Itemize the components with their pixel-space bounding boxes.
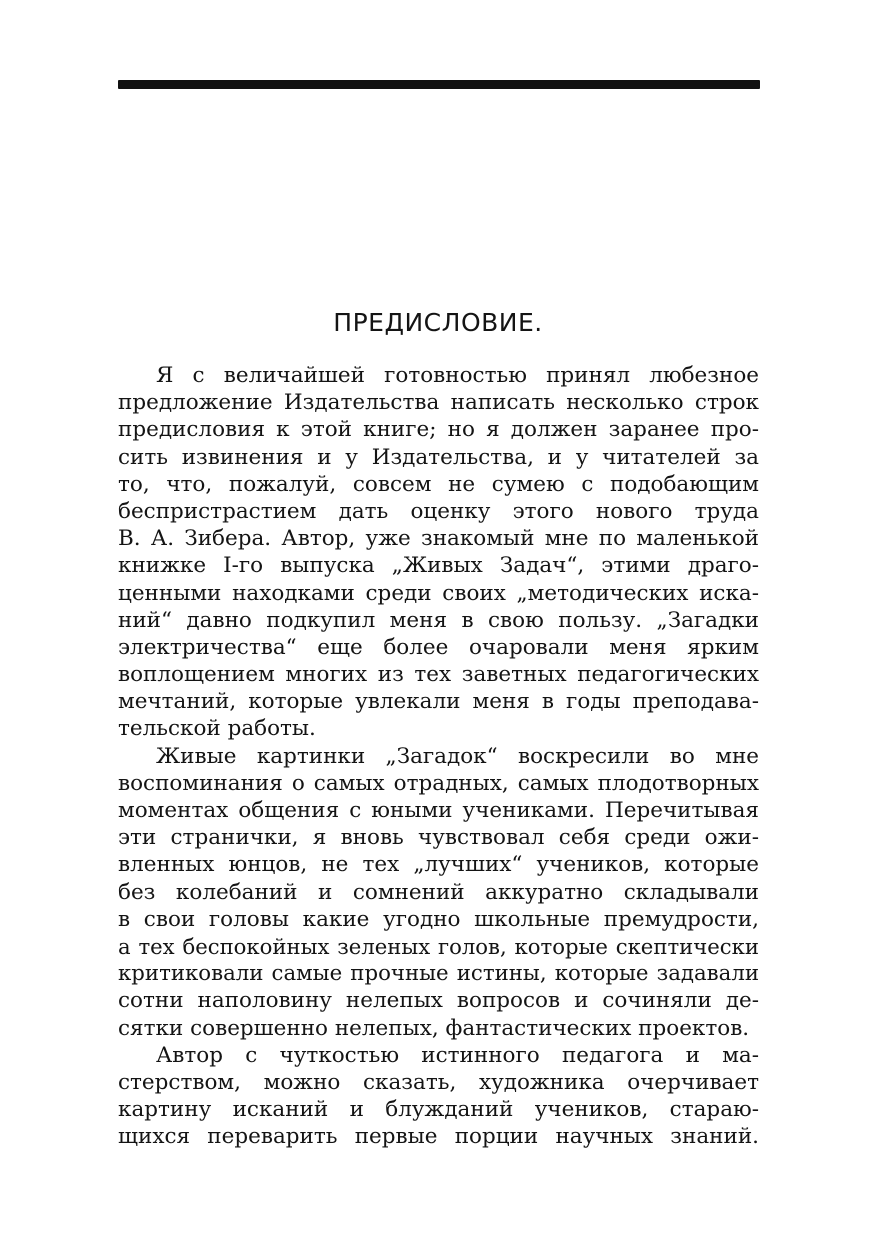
text-line: сотни наполовину нелепых вопросов и сочиняли де- [118,988,759,1014]
text-line: Автор с чуткостью истинного педагога и ма- [156,1042,759,1068]
text-line: ний“ давно подкупил меня в свою пользу. „Загадки [118,607,759,633]
text-line: беспристрастием дать оценку этого нового труда [118,498,759,524]
text-line: критиковали самые прочные истины, которые задавали [118,961,759,987]
text-line: сятки совершенно нелепых, фантастических проектов. [118,1015,750,1041]
text-line: тельской работы. [118,716,316,742]
text-line: Живые картинки „Загадок“ воскресили во мне [156,743,759,769]
text-line: предложение Издательства написать несколько строк [118,390,759,416]
text-line: щихся переварить первые порции научных знаний. [118,1124,759,1150]
top-rule [118,80,760,89]
text-line: картину исканий и блужданий учеников, стараю- [118,1097,759,1123]
text-line: Я с величайшей готовностью принял любезное [156,363,759,388]
text-line: в свои головы какие угодно школьные премудрости, [118,906,759,932]
text-line: книжке I-го выпуска „Живых Задач“, этими драго- [118,553,759,579]
text-line: В. А. Зибера. Автор, уже знакомый мне по маленькой [118,526,759,552]
text-line: моментах общения с юными учениками. Перечитывая [118,798,759,823]
text-line: то, что, пожалуй, совсем не сумею с подобающим [118,471,759,497]
text-line: электричества“ еще более очаровали меня ярким [118,634,759,660]
text-line: эти странички, я вновь чувствовал себя среди ожи- [118,825,759,851]
text-line: воспоминания о самых отрадных, самых плодотворных [118,770,759,796]
text-line: стерством, можно сказать, художника очерчивает [118,1069,759,1095]
text-line: а тех беспокойных зеленых голов, которые скептически [118,933,759,959]
text-line: мечтаний, которые увлекали меня в годы преподава- [118,689,759,715]
text-line: ценными находками среди своих „методических иска- [118,580,759,606]
text-line: вленных юнцов, не тех „лучших“ учеников, которые [118,852,759,878]
text-line: сить извинения и у Издательства, и у читателей за [118,444,759,470]
text-line: без колебаний и сомнений аккуратно складывали [118,879,759,905]
text-line: предисловия к этой книге; но я должен заранее про- [118,417,759,443]
page-title: ПРЕДИСЛОВИЕ. [333,308,543,337]
text-line: воплощением многих из тех заветных педагогических [118,662,759,688]
preface-body [118,362,759,1150]
